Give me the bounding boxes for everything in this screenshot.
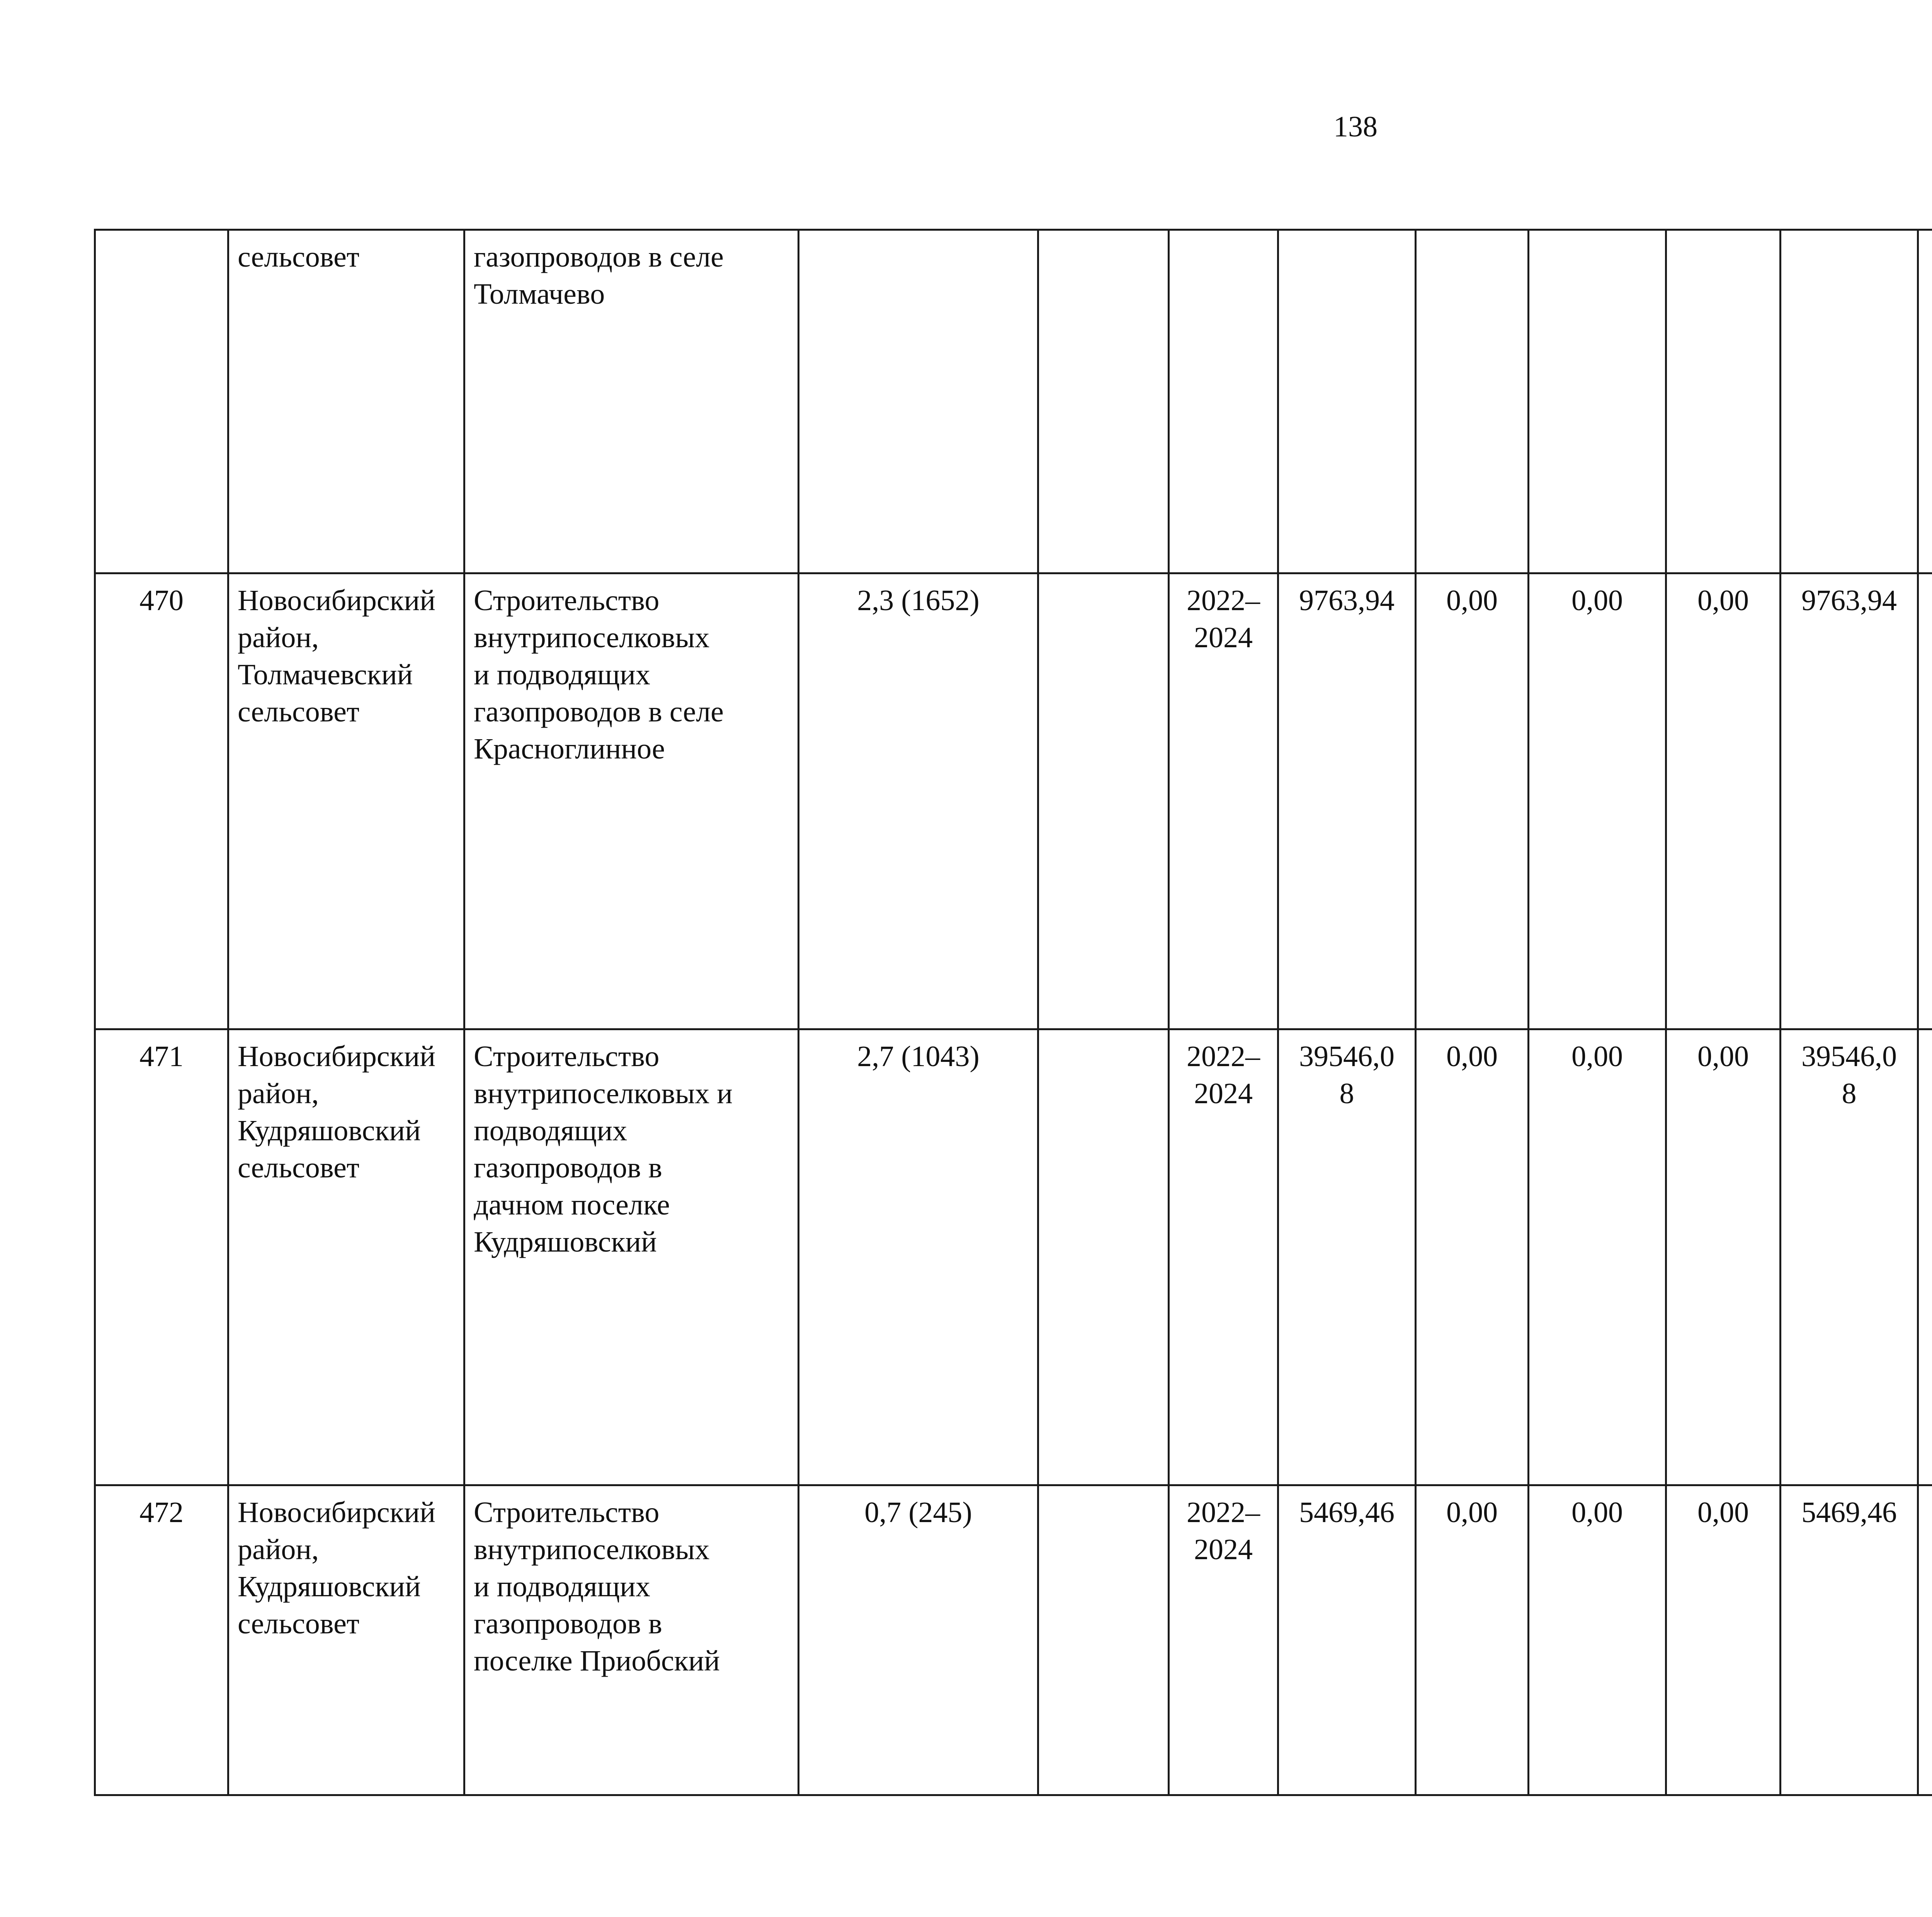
district-cell: Новосибирский район, Кудряшовский сельсовет xyxy=(228,1485,464,1795)
federal-cell: 0,00 xyxy=(1416,573,1529,1029)
empty-cell xyxy=(1038,1485,1169,1795)
empty-cell xyxy=(1038,573,1169,1029)
other-sources-cell: 9763,94 xyxy=(1781,573,1918,1029)
federal-cell: 0,00 xyxy=(1416,1029,1529,1485)
program-table xyxy=(94,229,1932,1796)
period-cell xyxy=(1169,230,1278,573)
length-cell: 2,3 (1652) xyxy=(799,573,1038,1029)
local-cell: 0,00 xyxy=(1666,1029,1781,1485)
object-cell: Строительство внутрипоселковых и подводящих газопроводов в поселке Приобский xyxy=(464,1485,799,1795)
other-sources-cell: 39546,0 8 xyxy=(1781,1029,1918,1485)
total-cell: 9763,94 xyxy=(1278,573,1416,1029)
federal-cell: 0,00 xyxy=(1416,1485,1529,1795)
object-cell: Строительство внутрипоселковых и подводящих газопроводов в дачном поселке Кудряшовский xyxy=(464,1029,799,1485)
length-cell: 2,7 (1043) xyxy=(799,1029,1038,1485)
executor-cell xyxy=(1918,573,1932,1029)
row-number-cell: 470 xyxy=(95,573,228,1029)
total-cell xyxy=(1278,230,1416,573)
regional-cell: 0,00 xyxy=(1529,573,1666,1029)
period-cell: 2022– 2024 xyxy=(1169,1485,1278,1795)
district-cell: Новосибирский район, Кудряшовский сельсовет xyxy=(228,1029,464,1485)
executor-cell xyxy=(1918,230,1932,573)
table-row xyxy=(95,230,1932,573)
table-row xyxy=(95,573,1932,1029)
length-cell: 0,7 (245) xyxy=(799,1485,1038,1795)
page-number: 138 xyxy=(1333,111,1378,143)
length-cell xyxy=(799,230,1038,573)
regional-cell: 0,00 xyxy=(1529,1485,1666,1795)
district-cell: сельсовет xyxy=(228,230,464,573)
other-sources-cell: 5469,46 xyxy=(1781,1485,1918,1795)
local-cell: 0,00 xyxy=(1666,573,1781,1029)
regional-cell: 0,00 xyxy=(1529,1029,1666,1485)
executor-cell xyxy=(1918,1485,1932,1795)
empty-cell xyxy=(1038,230,1169,573)
table-row xyxy=(95,1485,1932,1795)
total-cell: 39546,0 8 xyxy=(1278,1029,1416,1485)
empty-cell xyxy=(1038,1029,1169,1485)
total-cell: 5469,46 xyxy=(1278,1485,1416,1795)
district-cell: Новосибирский район, Толмачевский сельсовет xyxy=(228,573,464,1029)
object-cell: газопроводов в селе Толмачево xyxy=(464,230,799,573)
other-sources-cell xyxy=(1781,230,1918,573)
period-cell: 2022– 2024 xyxy=(1169,1029,1278,1485)
executor-cell xyxy=(1918,1029,1932,1485)
table-row xyxy=(95,1029,1932,1485)
row-number-cell xyxy=(95,230,228,573)
federal-cell xyxy=(1416,230,1529,573)
row-number-cell: 472 xyxy=(95,1485,228,1795)
regional-cell xyxy=(1529,230,1666,573)
object-cell: Строительство внутрипоселковых и подводящих газопроводов в селе Красноглинное xyxy=(464,573,799,1029)
local-cell xyxy=(1666,230,1781,573)
row-number-cell: 471 xyxy=(95,1029,228,1485)
period-cell: 2022– 2024 xyxy=(1169,573,1278,1029)
local-cell: 0,00 xyxy=(1666,1485,1781,1795)
